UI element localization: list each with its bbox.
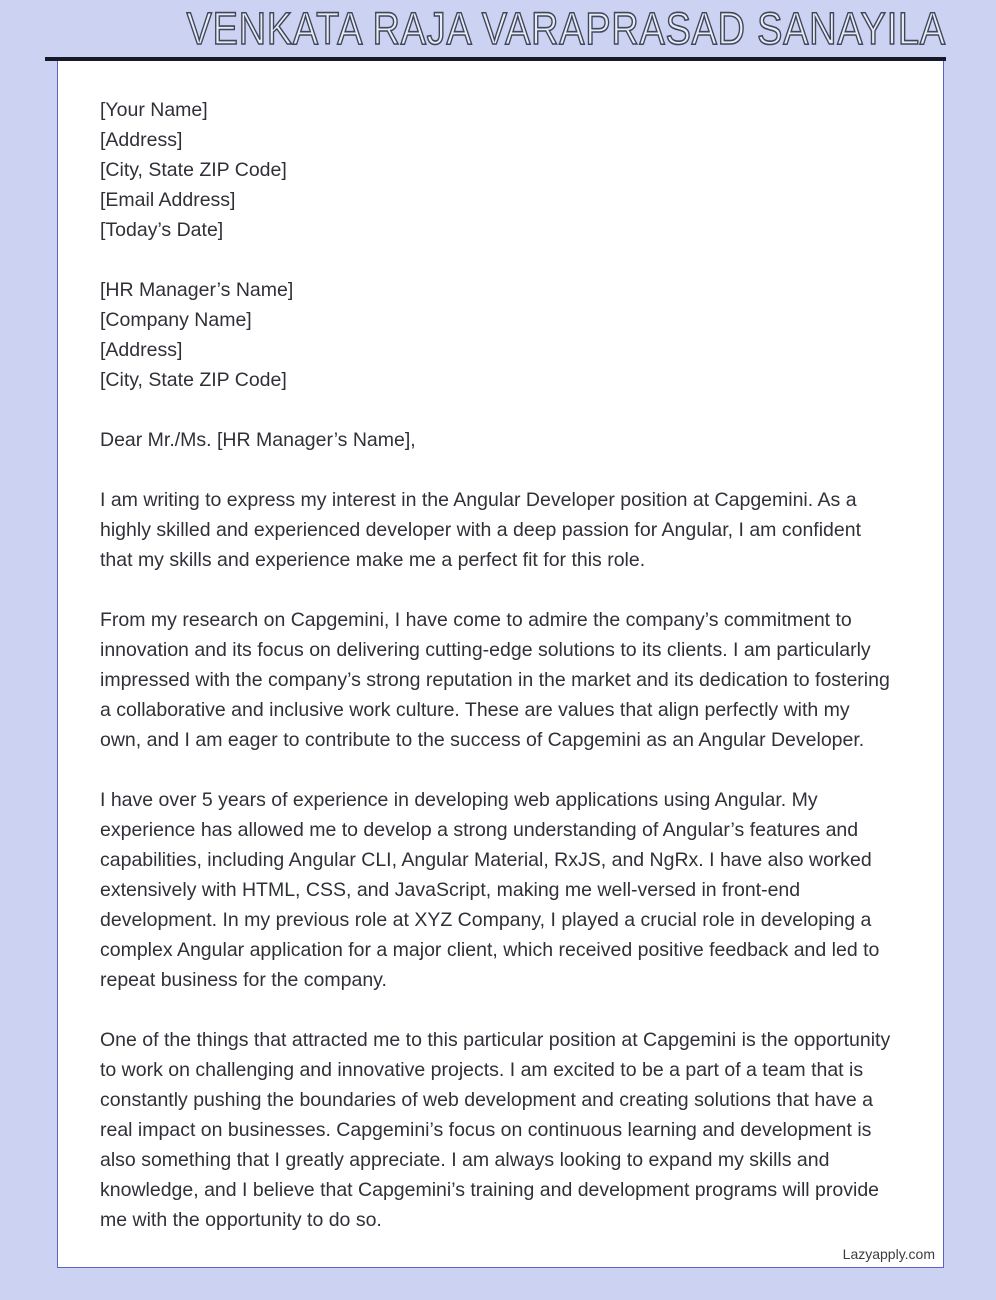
- recipient-address-line: [Address]: [100, 339, 183, 361]
- letter-page: [57, 61, 944, 1268]
- recipient-company-line: [Company Name]: [100, 309, 252, 331]
- recipient-name-line: [HR Manager’s Name]: [100, 279, 294, 301]
- salutation: Dear Mr./Ms. [HR Manager’s Name],: [100, 429, 416, 451]
- sender-email-line: [Email Address]: [100, 189, 236, 211]
- header: [0, 2, 946, 58]
- recipient-address-block: [100, 275, 895, 395]
- sender-city-line: [City, State ZIP Code]: [100, 159, 287, 181]
- paragraph-motivation: One of the things that attracted me to this particular position at Capgemini is the opportunity to work on challenging and innovative projects. I am excited to be a part of a team that is constantly pushing the boundaries of web development and creating solutions that have a real impact on businesses. Capgemini’s focus on continuous learning and development is also something that I greatly appreciate. I am always looking to expand my skills and knowledge, and I believe that Capgemini’s training and development programs will provide me with the opportunity to do so.: [100, 1029, 891, 1231]
- recipient-city-line: [City, State ZIP Code]: [100, 369, 287, 391]
- sender-name-line: [Your Name]: [100, 99, 208, 121]
- sender-address-line: [Address]: [100, 129, 183, 151]
- paragraph-company-research: From my research on Capgemini, I have come to admire the company’s commitment to innovation and its focus on delivering cutting-edge solutions to its clients. I am particularly impressed with the company’s strong reputation in the market and its dedication to fostering a collaborative and inclusive work culture. These are values that align perfectly with my own, and I am eager to contribute to the success of Capgemini as an Angular Developer.: [100, 609, 890, 751]
- sender-date-line: [Today’s Date]: [100, 219, 224, 241]
- paragraph-intro: I am writing to express my interest in the Angular Developer position at Capgemini. As a highly skilled and experienced developer with a deep passion for Angular, I am confident that my skills and experience make me a perfect fit for this role.: [100, 489, 861, 571]
- lazyapply-watermark: Lazyapply.com: [842, 1246, 935, 1262]
- sender-address-block: [100, 95, 895, 245]
- page-title: VENKATA RAJA VARAPRASAD SANAYILA: [186, 3, 946, 54]
- paragraph-experience: I have over 5 years of experience in developing web applications using Angular. My experience has allowed me to develop a strong understanding of Angular’s features and capabilities, including Angular CLI, Angular Material, RxJS, and NgRx. I have also worked extensively with HTML, CSS, and JavaScript, making me well-versed in front-end development. In my previous role at XYZ Company, I played a crucial role in developing a complex Angular application for a major client, which received positive feedback and led to repeat business for the company.: [100, 789, 880, 991]
